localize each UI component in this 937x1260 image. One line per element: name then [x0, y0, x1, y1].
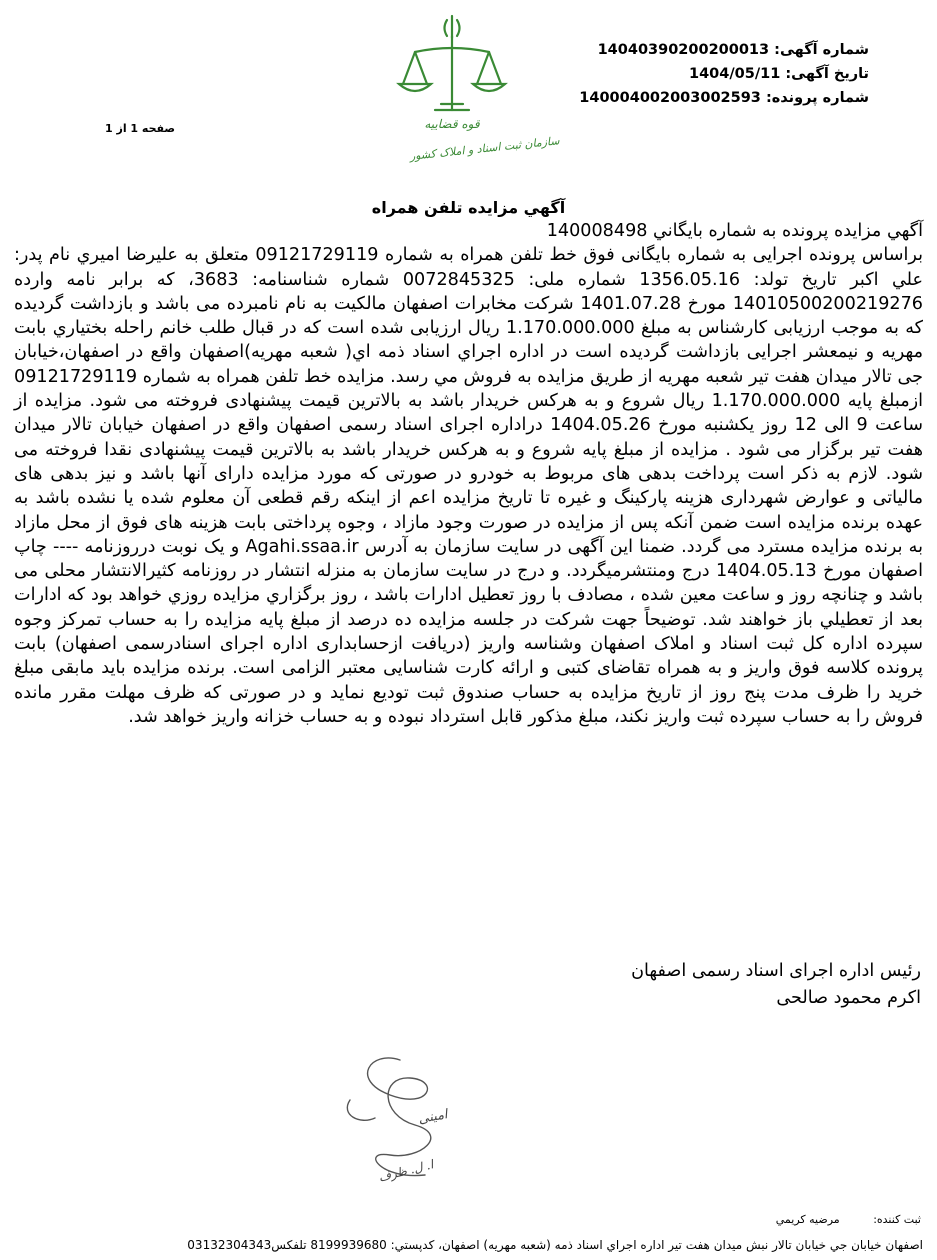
emblem-text-judiciary: قوه قضاییه: [424, 117, 480, 131]
recorder-line: [746, 1213, 921, 1226]
page-title: آگهي مزايده تلفن همراه: [371, 198, 566, 217]
case-number: 140004002003002593: [579, 90, 761, 106]
case-number-label: شماره پرونده:: [765, 90, 869, 106]
emblem-text-organization: سازمان ثبت اسناد و املاک کشور: [409, 134, 561, 163]
handwritten-note-2: ا. ل. ظرف: [377, 1157, 435, 1185]
page-number: صفحه 1 از 1: [105, 122, 176, 135]
ad-date-label: تاریخ آگهی:: [785, 66, 869, 82]
recorder-name: مرضيه كريمي: [775, 1213, 840, 1226]
signatory-name: اکرم محمود صالحی: [776, 988, 921, 1008]
notice-body: [14, 219, 923, 729]
office-address: اصفهان خيابان جي خيابان تالار نبش ميدان هفت تير اداره اجراي اسناد ذمه (شعبه مهريه) اصفهان، كدپستي: 8199939680 تلفكس03132304343: [187, 1238, 923, 1252]
notice-paragraph: براساس پرونده اجرایی به شماره بایگانی فوق خط تلفن همراه به شماره 09121729119 متعلق به علیرضا اميري نام پدر: علي اكبر تاريخ تولد: 1356.05.16 شماره ملی: 0072845325 شماره شناسنامه: 3683، كه برابر نامه وارده 14010500200219276 مورخ 1401.07.28 شرکت مخابرات اصفهان مالکیت به نام نامبرده می باشد و بازداشت گردیده كه به موجب ارزیابی كارشناس به مبلغ 1.170.000.000 ریال ارزیابی شده است که در قبال طلب خانم راحله بختياري بابت مهريه و نيمعشر اجرایی بازداشت گردیده است در اداره اجراي اسناد ذمه اي( شعبه مهريه)اصفهان واقع در اصفهان،خيابان جی تالار میدان هفت تیر شعبه مهریه از طریق مزایده به فروش مي رسد. مزايده خط تلفن همراه به شماره 09121729119 ازمبلغ پایه 1.170.000.000 ریال شروع و به هركس خريدار باشد به بالاترين قيمت پیشنهادی فروخته می شود. مزایده از ساعت 9 الی 12 روز يكشنبه مورخ 1404.05.26 دراداره اجرای اسناد رسمی اصفهان واقع در اصفهان خيابان تالار ميدان هفت تير برگزار می شود . مزایده از مبلغ پایه شروع و به هرکس خریدار باشد به بالاترین قیمت پیشنهادی نقدا فروخته می شود. لازم به ذکر است پرداخت بدهی های مربوط به خودرو در صورتی که مورد مزایده دارای آنها باشد و نیز بدهی های مالیاتی و عوارض شهرداری هزینه پارکینگ و غیره تا تاریخ مزایده اعم از اینکه رقم قطعی آن معلوم شده یا نشده باشد به عهده برنده مزایده است ضمن آنکه پس از مزایده در صورت وجود مازاد ، وجوه پرداختی بابت هزینه های فوق از محل مازاد به برنده مزایده مسترد می گردد. ضمنا این آگهی در سایت سازمان به آدرس Agahi.ssaa.ir و یک نوبت درروزنامه ---- چاپ اصفهان مورخ 1404.05.13 درج ومنتشرمیگردد. و درج در سایت سازمان به منزله انتشار در روزنامه کثیرالانتشار محلی می باشد و چنانچه روز و ساعت معین شده ، مصادف با روز تعطیل ادارات باشد ، روز برگزاري مزايده روزي خواهد بود كه ادارات بعد از تعطيلي باز خواهند شد. توضیحاً جهت شرکت در جلسه مزایده ده درصد از مبلغ پایه مزایده را به حساب تمرکز وجوه سپرده اداره کل ثبت اسناد و املاک اصفهان وشناسه واریز (دریافت ازحسابداری اداره اجرای اسنادرسمی اصفهان) بابت پرونده کلاسه فوق واریز و به همراه تقاضای کتبی و ارائه کارت شناسایی معتبر الزامی است. برنده مزایده باید مابقی مبلغ خرید را ظرف مدت پنج روز از تاريخ مزايده به حساب صندوق ثبت توديع نمايد و در صورتی که ظرف مهلت مقرر مانده فروش را به حساب سپرده ثبت واریز نکند، مبلغ مذکور قابل استرداد نبوده و به حساب خزانه واریز خواهد شد.: [14, 245, 924, 727]
ad-number: 14040390200200013: [597, 42, 770, 58]
ad-date: 1404/05/11: [689, 66, 781, 82]
signature-block: [631, 958, 921, 1012]
intro-line: آگهي مزايده پرونده به شماره بايگاني 140008498: [546, 221, 923, 241]
signatory-position: رئیس اداره اجرای اسناد رسمی اصفهان: [631, 961, 921, 981]
handwritten-signature: [330, 1040, 510, 1195]
ad-number-label: شماره آگهی:: [774, 42, 869, 58]
handwritten-note-1: امینی: [417, 1107, 449, 1128]
recorder-label: ثبت كننده:: [873, 1213, 921, 1226]
judiciary-emblem-logo: [355, 6, 595, 166]
